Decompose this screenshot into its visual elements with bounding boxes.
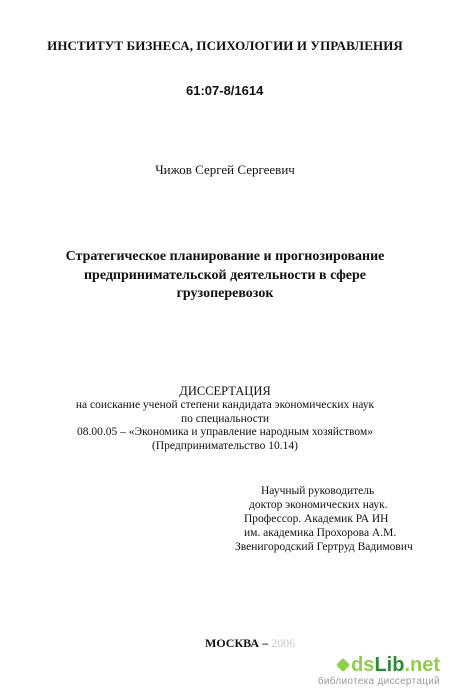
dissertation-title — [0, 248, 450, 304]
specialty-code: 08.00.05 – «Экономика и управление народным хозяйством» — [77, 426, 373, 438]
catalog-code: 61:07-8/1614 — [186, 83, 264, 98]
supervisor-label: Научный руководитель — [261, 485, 375, 497]
dissertation-info — [0, 384, 450, 453]
document-type: ДИССЕРТАЦИЯ — [179, 384, 271, 398]
logo-tld: .net — [404, 654, 440, 676]
supervisor-degree: доктор экономических наук. — [249, 499, 388, 511]
city: МОСКВА – — [205, 636, 272, 650]
watermark-subtitle: библиотека диссертаций — [317, 676, 440, 687]
specialty-subfield: (Предпринимательство 10.14) — [152, 439, 298, 452]
title-line: грузоперевозок — [176, 286, 274, 301]
degree-line: на соискание ученой степени кандидата экономических наук — [75, 399, 375, 411]
dslib-logo — [318, 655, 440, 675]
dslib-watermark — [318, 655, 440, 687]
specialty-label: по специальности — [180, 412, 270, 425]
supervisor-block — [235, 484, 413, 554]
title-line: предпринимательской деятельности в сфере — [83, 267, 367, 283]
supervisor-academy: им. академика Прохорова А.М. — [244, 527, 397, 539]
title-line: Стратегическое планирование и прогнозирование — [65, 249, 385, 264]
dslib-badge-icon — [336, 658, 350, 672]
supervisor-title: Профессор. Академик РА ИН — [244, 513, 389, 525]
logo-lib: Lib — [374, 654, 405, 676]
supervisor-name: Звенигородский Гертруд Вадимович — [235, 541, 413, 553]
author-name: Чижов Сергей Сергеевич — [155, 162, 295, 177]
institute-name: ИНСТИТУТ БИЗНЕСА, ПСИХОЛОГИИ И УПРАВЛЕНИЯ — [47, 38, 403, 53]
year: 2006 — [271, 636, 296, 650]
city-year — [205, 636, 295, 651]
logo-ds: ds — [351, 654, 375, 676]
